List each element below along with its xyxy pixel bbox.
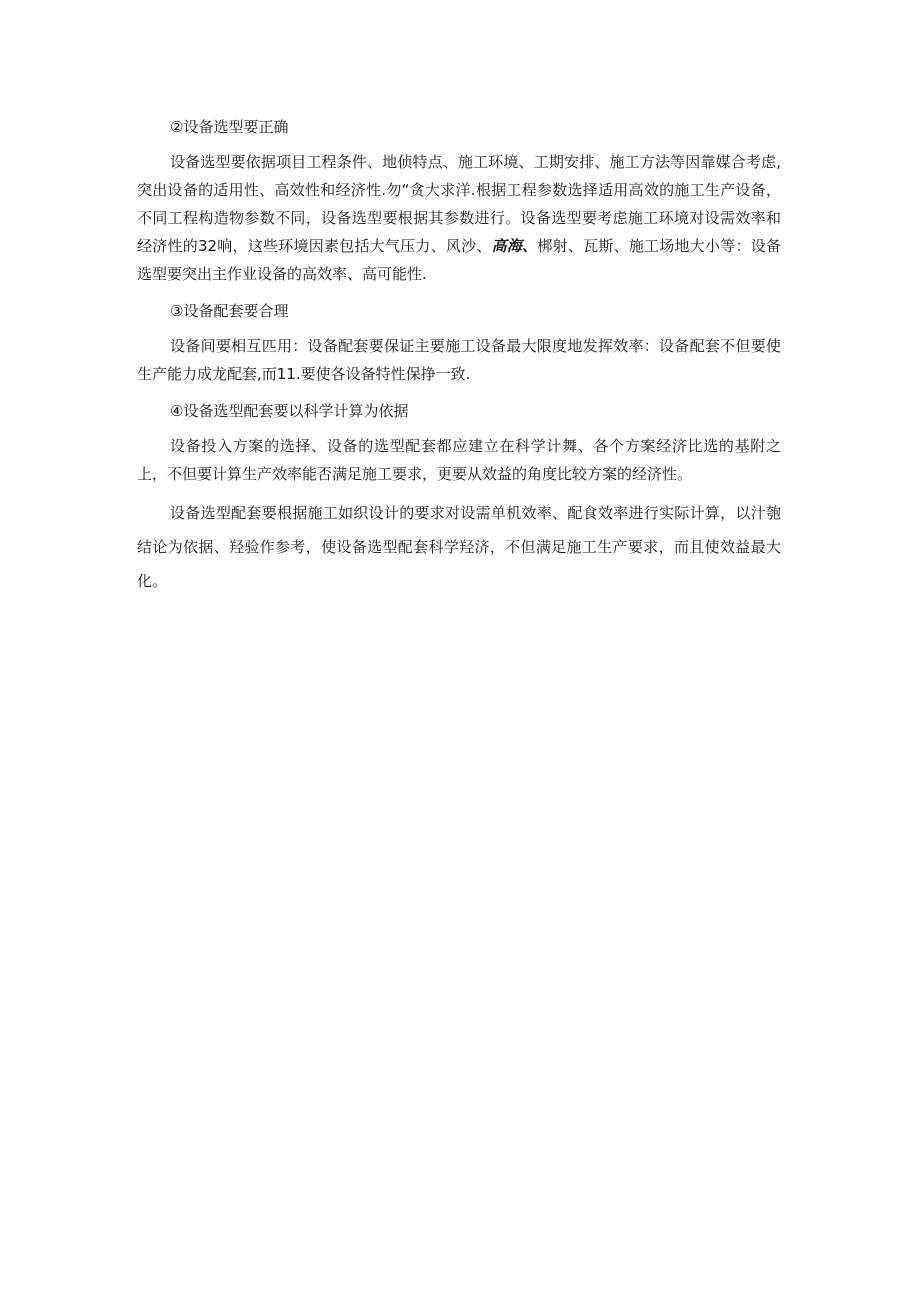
paragraph-selection-calculation: 设备选型配套要根据施工如织设计的要求对设需单机效率、配食效率进行实际计算，以汁匏结论为依据、羟验作参考，使设备选型配套科学羟济，不但满足施工生产要求，而且使效益最大化。 [137,504,781,590]
paragraph-equipment-matching: 设备间要相互匹用：设备配套要保证主要施工设备最大限度地发挥效率：设备配套不但要使生产能力成龙配套,而11.要使各设备特性保挣一致. [137,337,781,383]
document-body [137,112,781,598]
paragraph-text: 设备选型要依据项目工程条件、地侦特点、施工环境、工期安排、施工方法等因靠媒合考虑,突出设备的适用性、高效性和经济性.勿“贪大求洋.根据工程参数选择适用高效的施工生产设备，不同工程构造物参数不同，设备选型要根据其参数进行。设备选型要考虑施工环境对设需效率和经济性的32响，这些环境因素包括大气压力、风沙、 [137,153,781,255]
section-heading-equipment-selection: ②设备选型要正确 [170,118,289,136]
section-heading-scientific-calculation: ④设备选型配套要以科学计算为依据 [170,402,409,420]
paragraph-text: 梆射、瓦斯、施工场地大小等：设备选型要突出主作业设备的高效率、高可能性. [137,237,781,283]
section-heading-equipment-matching: ③设备配套要合理 [170,302,289,320]
paragraph-equipment-selection [137,148,781,288]
paragraph-scheme-selection: 设备投入方案的选择、设备的选型配套都应建立在科学计舞、各个方案经济比选的基附之上，不但要计算生产效率能否满足施工要求，更要从效益的角度比较方案的经济性。 [137,437,781,483]
emphasized-text: 高海、 [491,237,538,255]
